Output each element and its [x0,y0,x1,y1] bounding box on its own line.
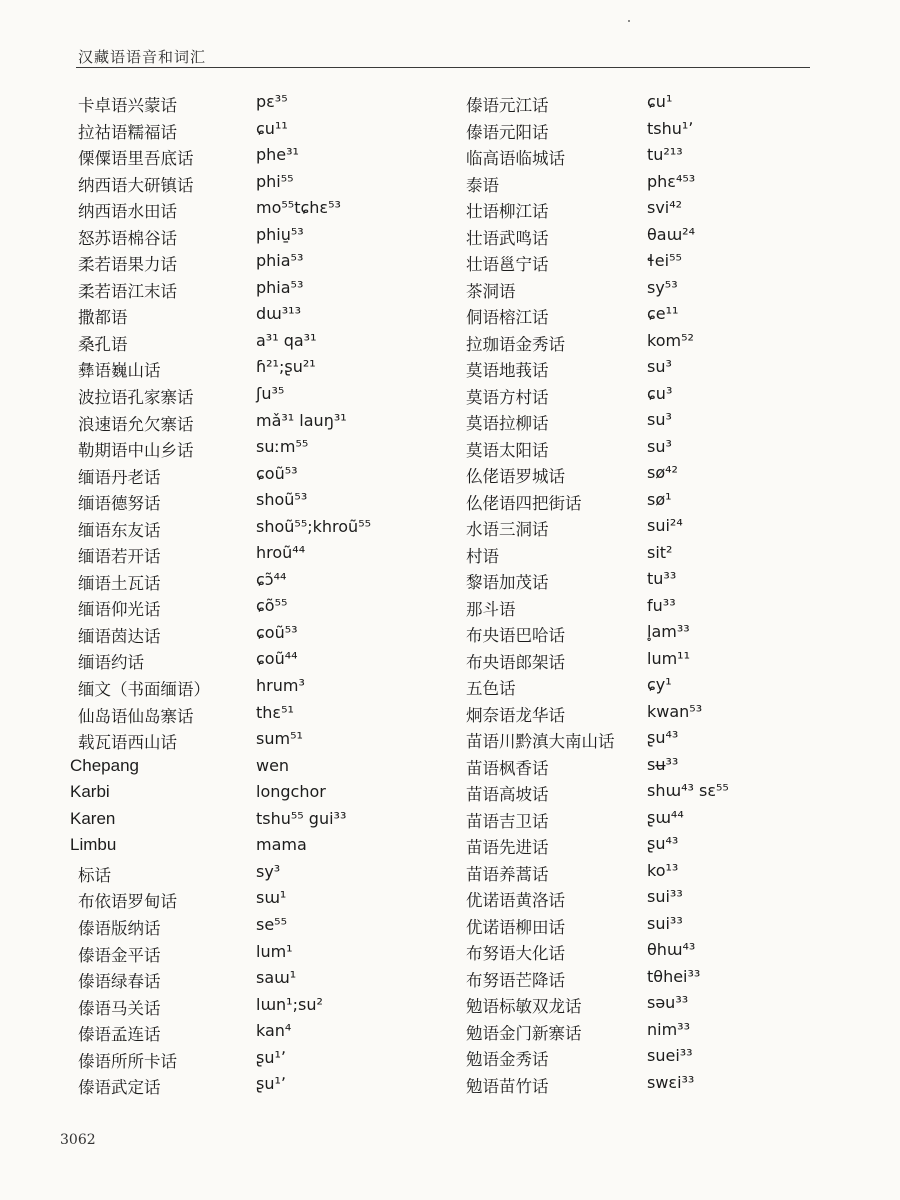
running-header: 汉藏语语音和词汇 [78,48,207,66]
phonetic-form: ɕoũ⁵³ [256,463,298,483]
phonetic-form: saɯ¹ [256,968,297,988]
phonetic-form: tshu¹ʼ [647,118,694,138]
dialect-name: 勉语金门新寨话 [466,1023,582,1043]
entry-row [0,145,450,172]
phonetic-form: sø¹ [647,489,672,509]
dialect-name: 缅语丹老话 [78,467,161,487]
phonetic-form: hrum³ [256,676,305,696]
entry-row [0,1074,450,1101]
entry-row [450,967,900,994]
phonetic-form: kan⁴ [256,1021,292,1041]
phonetic-form: su³ [647,357,672,376]
entry-row [0,304,450,331]
dialect-name: 苗语吉卫话 [466,811,549,831]
dialect-name: 那斗语 [466,599,516,619]
phonetic-form: su³ [647,410,672,429]
dialect-name: 傣语元江话 [466,96,549,115]
entry-row [450,251,900,278]
phonetic-form: ʂu⁴³ [647,834,679,853]
phonetic-form: ɕu¹ [647,92,673,111]
dialect-name: 标话 [78,865,111,885]
entry-row [450,490,900,517]
dialect-name: 桑孔语 [78,334,128,354]
dialect-name: 苗语高坡话 [466,785,549,804]
phonetic-form: swɛi³³ [647,1072,695,1092]
dialect-name: 缅语茵达话 [78,626,161,646]
entry-row [0,92,450,119]
dialect-name: 水语三洞话 [466,520,549,539]
entry-row [0,942,450,969]
phonetic-form: suːm⁵⁵ [256,437,309,457]
phonetic-form: l̥am³³ [647,622,690,641]
dialect-name: 布央语郎架话 [466,652,565,672]
dialect-name: 仙岛语仙岛寨话 [78,706,194,726]
dialect-name: 壮语柳江话 [466,202,549,221]
phonetic-form: phe³¹ [256,145,299,165]
entry-row [0,384,450,411]
entry-row [0,411,450,438]
entry-row [0,198,450,225]
dialect-name: 波拉语孔家寨话 [78,388,194,408]
phonetic-form: shɯ⁴³ sɛ⁵⁵ [647,781,729,800]
entry-row [0,172,450,199]
entry-row [0,119,450,146]
dialect-name: 壮语武鸣话 [466,228,549,248]
phonetic-form: suei³³ [647,1046,693,1065]
entry-row [450,1020,900,1047]
dialect-name: 傣语所所卡话 [78,1051,177,1071]
dialect-name: Karbi [70,782,110,802]
right-column [450,92,900,1099]
entry-row [450,728,900,755]
phonetic-form: mǎ³¹ lauŋ³¹ [256,410,347,430]
dialect-name: 缅语德努话 [78,494,161,514]
dialect-name: 纳西语大研镇话 [78,175,194,195]
phonetic-form: sy³ [256,861,281,881]
phonetic-form: wen [256,755,290,775]
entry-row [450,172,900,199]
phonetic-form: θaɯ²⁴ [647,224,696,244]
entry-row [0,251,450,278]
entry-row [450,834,900,861]
entry-row [0,649,450,676]
page-number: 3062 [60,1132,96,1148]
phonetic-form: svi⁴² [647,198,683,217]
entry-row [0,623,450,650]
dialect-name: 纳西语水田话 [78,202,177,222]
dialect-name: 布努语芒降话 [466,970,565,990]
phonetic-form: phia⁵³ [256,251,304,271]
phonetic-form: sø⁴² [647,463,678,482]
entry-row [450,145,900,172]
phonetic-form: hroũ⁴⁴ [256,543,306,563]
entry-row [0,357,450,384]
phonetic-form: kwan⁵³ [647,701,703,721]
phonetic-form: phia⁵³ [256,277,304,297]
entry-row [450,781,900,808]
entry-row [0,782,450,809]
phonetic-form: tθhei³³ [647,966,701,986]
dialect-name: 怒苏语棉谷话 [78,228,177,248]
dialect-name: 侗语榕江话 [466,308,549,327]
phonetic-form: phɛ⁴⁵³ [647,171,696,191]
phonetic-form: ɕoũ⁵³ [256,622,298,642]
phonetic-form: a³¹ qa³¹ [256,330,317,350]
entry-row [0,756,450,783]
entry-row [450,649,900,676]
dialect-name: 撒都语 [78,308,128,328]
phonetic-form: ɕe¹¹ [647,304,679,323]
phonetic-form: ʂu¹ʼ [256,1047,286,1067]
entry-row [0,464,450,491]
entry-row [450,887,900,914]
entry-row [450,331,900,358]
entry-row [450,1073,900,1100]
entry-row [450,993,900,1020]
entry-row [450,92,900,119]
phonetic-form: longchor [256,782,326,802]
dialect-name: 傣语元阳话 [466,122,549,142]
dialect-name: 载瓦语西山话 [78,733,177,753]
phonetic-form: tshu⁵⁵ gui³³ [256,808,347,828]
dialect-name: 傣语绿春话 [78,972,161,992]
phonetic-form: ʂu⁴³ [647,728,679,747]
dialect-name: 莫语方村话 [466,387,549,407]
dialect-name: 彝语巍山话 [78,361,161,381]
phonetic-form: nim³³ [647,1019,690,1039]
entry-row [0,676,450,703]
dialect-name: Chepang [70,755,140,775]
entry-row [450,463,900,490]
dialect-name: 仫佬语四把街话 [466,493,582,513]
phonetic-form: ɕy¹ [647,675,672,694]
entry-row [0,437,450,464]
phonetic-form: ɬei⁵⁵ [647,251,682,270]
entry-row [0,968,450,995]
phonetic-form: ʂɯ⁴⁴ [647,807,684,827]
entry-row [450,198,900,225]
phonetic-form: sʉ³³ [647,754,679,774]
dialect-name: 傈僳语里吾底话 [78,149,194,169]
entry-row [450,675,900,702]
dialect-name: 村语 [466,546,499,566]
dialect-name: 傣语孟连话 [78,1025,161,1045]
entry-row [0,862,450,889]
entry-row [0,543,450,570]
entry-row [450,278,900,305]
entry-row [450,1046,900,1073]
dialect-name: 苗语枫香话 [466,758,549,778]
dialect-name: 缅语土瓦话 [78,573,161,593]
phonetic-form: sui³³ [647,887,683,906]
dialect-name: 苗语养蒿话 [466,864,549,884]
phonetic-form: θhɯ⁴³ [647,940,696,959]
dialect-name: Karen [70,808,116,828]
entry-row [450,940,900,967]
dialect-name: 傣语武定话 [78,1078,161,1098]
phonetic-form: phi⁵⁵ [256,171,294,191]
phonetic-form: sit² [647,542,673,562]
entry-row [0,225,450,252]
phonetic-form: mama [256,835,307,855]
entry-row [450,357,900,384]
phonetic-form: ɕɔ̃⁴⁴ [256,569,287,589]
entry-row [450,569,900,596]
dialect-name: 缅语仰光话 [78,600,161,620]
dialect-name: 勉语标敏双龙话 [466,997,582,1016]
dialect-name: 莫语太阳话 [466,440,549,460]
entry-row [450,410,900,437]
dialect-name: 傣语版纳话 [78,918,161,938]
entry-row [450,225,900,252]
entry-row [450,384,900,411]
phonetic-form: shoũ⁵³ [256,490,308,510]
phonetic-form: ʃu³⁵ [256,384,285,404]
phonetic-form: su³ [647,436,672,456]
phonetic-form: lum¹ [256,941,293,961]
dialect-name: 缅文（书面缅语） [78,680,210,700]
entry-row [0,729,450,756]
dialect-name: 勉语苗竹话 [466,1076,549,1096]
phonetic-form: thɛ⁵¹ [256,702,294,722]
phonetic-form: mo⁵⁵tɕhɛ⁵³ [256,198,341,218]
entry-row [450,755,900,782]
dialect-name: 勒期语中山乡话 [78,441,194,461]
entry-row [450,914,900,941]
entry-row [0,1048,450,1075]
dialect-name: 布努语大化话 [466,944,565,963]
phonetic-form: kom⁵² [647,330,694,350]
entry-row [0,835,450,862]
entry-row [0,1021,450,1048]
dialect-name: 优诺语柳田话 [466,917,565,937]
header-rule [76,67,810,68]
phonetic-form: ɕu¹¹ [256,118,288,138]
entry-row [450,119,900,146]
entry-row [450,543,900,570]
dialect-name: 傣语金平话 [78,945,161,965]
dialect-name: 优诺语黄洛话 [466,891,565,910]
entry-row [0,703,450,730]
dialect-name: 傣语马关话 [78,998,161,1018]
dialect-name: 五色话 [466,679,516,698]
entry-row [450,304,900,331]
phonetic-form: se⁵⁵ [256,914,288,934]
dialect-name: 苗语先进话 [466,838,549,857]
entry-row [0,278,450,305]
entry-row [450,596,900,623]
dialect-name: 苗语川黔滇大南山话 [466,732,615,751]
dialect-name: 仫佬语罗城话 [466,467,565,486]
dialect-name: 莫语拉柳话 [466,414,549,433]
phonetic-form: ɦ²¹;ʂu²¹ [256,357,316,377]
dialect-name: 布依语罗甸话 [78,892,177,912]
entry-row [0,490,450,517]
phonetic-form: shoũ⁵⁵;khroũ⁵⁵ [256,516,372,536]
phonetic-form: sui²⁴ [647,516,683,535]
phonetic-form: ko¹³ [647,860,679,880]
dialect-name: 卡卓语兴蒙话 [78,96,177,115]
dialect-name: 勉语金秀话 [466,1050,549,1069]
entry-row [0,517,450,544]
phonetic-form: phiu̱⁵³ [256,224,304,244]
dialect-name: 临高语临城话 [466,149,565,168]
dialect-name: 拉珈语金秀话 [466,334,565,354]
entry-row [0,331,450,358]
entry-row [450,516,900,543]
entry-row [0,570,450,597]
phonetic-form: sy⁵³ [647,277,678,297]
dialect-name: Limbu [70,835,117,855]
phonetic-form: ɕu³ [647,383,673,403]
phonetic-form: sum⁵¹ [256,729,303,749]
left-column [0,92,450,1101]
phonetic-form: lum¹¹ [647,648,690,668]
entry-row [450,702,900,729]
dialect-name: 泰语 [466,175,499,195]
entry-row [0,995,450,1022]
phonetic-form: səu³³ [647,993,689,1012]
phonetic-form: ɕõ⁵⁵ [256,596,288,616]
dialect-name: 黎语加茂话 [466,573,549,592]
entry-row [450,808,900,835]
dialect-name: 壮语邕宁话 [466,255,549,274]
dialect-name: 布央语巴哈话 [466,626,565,645]
dialect-name: 炯奈语龙华话 [466,705,565,725]
dialect-name: 浪速语允欠寨话 [78,414,194,434]
scan-speck [628,20,630,22]
phonetic-form: pɛ³⁵ [256,92,288,111]
dialect-name: 拉祜语糯福话 [78,122,177,142]
dialect-name: 莫语地莪话 [466,361,549,380]
phonetic-form: sui³³ [647,913,683,933]
phonetic-form: dɯ³¹³ [256,304,301,324]
entry-row [0,809,450,836]
phonetic-form: tu²¹³ [647,145,683,164]
entry-row [450,622,900,649]
phonetic-form: ʂu¹ʼ [256,1074,286,1094]
phonetic-form: lɯn¹;su² [256,994,323,1014]
dialect-name: 缅语若开话 [78,547,161,567]
dialect-name: 茶洞语 [466,281,516,301]
entry-row [0,888,450,915]
entry-row [450,861,900,888]
entry-row [0,915,450,942]
phonetic-form: tu³³ [647,569,677,588]
dialect-name: 缅语东友话 [78,520,161,540]
phonetic-form: fu³³ [647,595,676,615]
entry-row [450,437,900,464]
phonetic-form: ɕoũ⁴⁴ [256,649,298,669]
dialect-name: 柔若语江末话 [78,281,177,301]
dialect-name: 柔若语果力话 [78,255,177,275]
entry-row [0,596,450,623]
phonetic-form: sɯ¹ [256,888,287,908]
dialect-name: 缅语约话 [78,653,144,673]
